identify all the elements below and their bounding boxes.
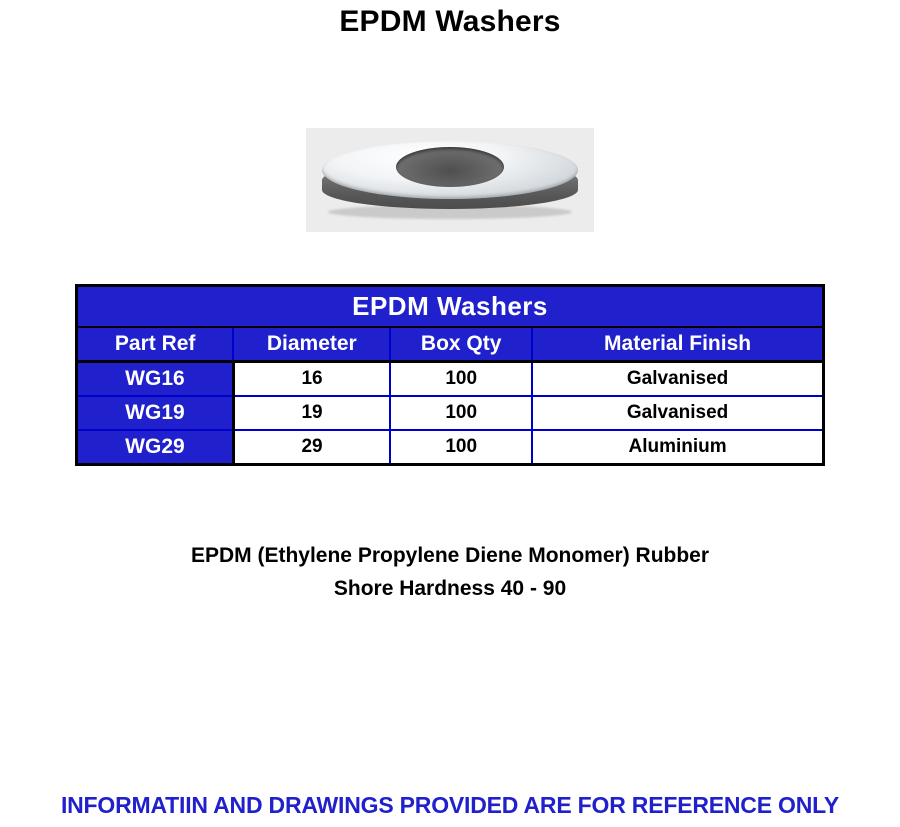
table-row — [77, 362, 824, 397]
table-row — [77, 430, 824, 465]
column-header-material-finish: Material Finish — [532, 327, 823, 362]
spec-table-container — [0, 284, 900, 466]
cell-box-qty: 100 — [390, 362, 532, 397]
table-header-row — [77, 327, 824, 362]
cell-part-ref: WG16 — [77, 362, 234, 397]
material-notes — [0, 540, 900, 605]
table-row — [77, 396, 824, 430]
column-header-box-qty: Box Qty — [390, 327, 532, 362]
cell-material-finish: Aluminium — [532, 430, 823, 465]
cell-diameter: 29 — [233, 430, 390, 465]
cell-box-qty: 100 — [390, 396, 532, 430]
product-image-container — [0, 128, 900, 232]
column-header-part-ref: Part Ref — [77, 327, 234, 362]
material-note-line-1: EPDM (Ethylene Propylene Diene Monomer) Rubber — [190, 544, 710, 567]
cell-part-ref: WG29 — [77, 430, 234, 465]
reference-only-disclaimer: INFORMATIIN AND DRAWINGS PROVIDED ARE FOR REFERENCE ONLY — [60, 792, 840, 818]
epdm-washer-image — [306, 128, 594, 232]
page-title: EPDM Washers — [339, 5, 561, 38]
table-title: EPDM Washers — [77, 286, 824, 328]
table-title-row — [77, 286, 824, 328]
column-header-diameter: Diameter — [233, 327, 390, 362]
material-note-line-2: Shore Hardness 40 - 90 — [333, 576, 567, 600]
cell-box-qty: 100 — [390, 430, 532, 465]
washer-illustration — [318, 139, 582, 221]
cell-material-finish: Galvanised — [532, 362, 823, 397]
cell-material-finish: Galvanised — [532, 396, 823, 430]
washer-hole — [396, 147, 504, 187]
cell-part-ref: WG19 — [77, 396, 234, 430]
cell-diameter: 16 — [233, 362, 390, 397]
cell-diameter: 19 — [233, 396, 390, 430]
spec-table — [75, 284, 825, 466]
